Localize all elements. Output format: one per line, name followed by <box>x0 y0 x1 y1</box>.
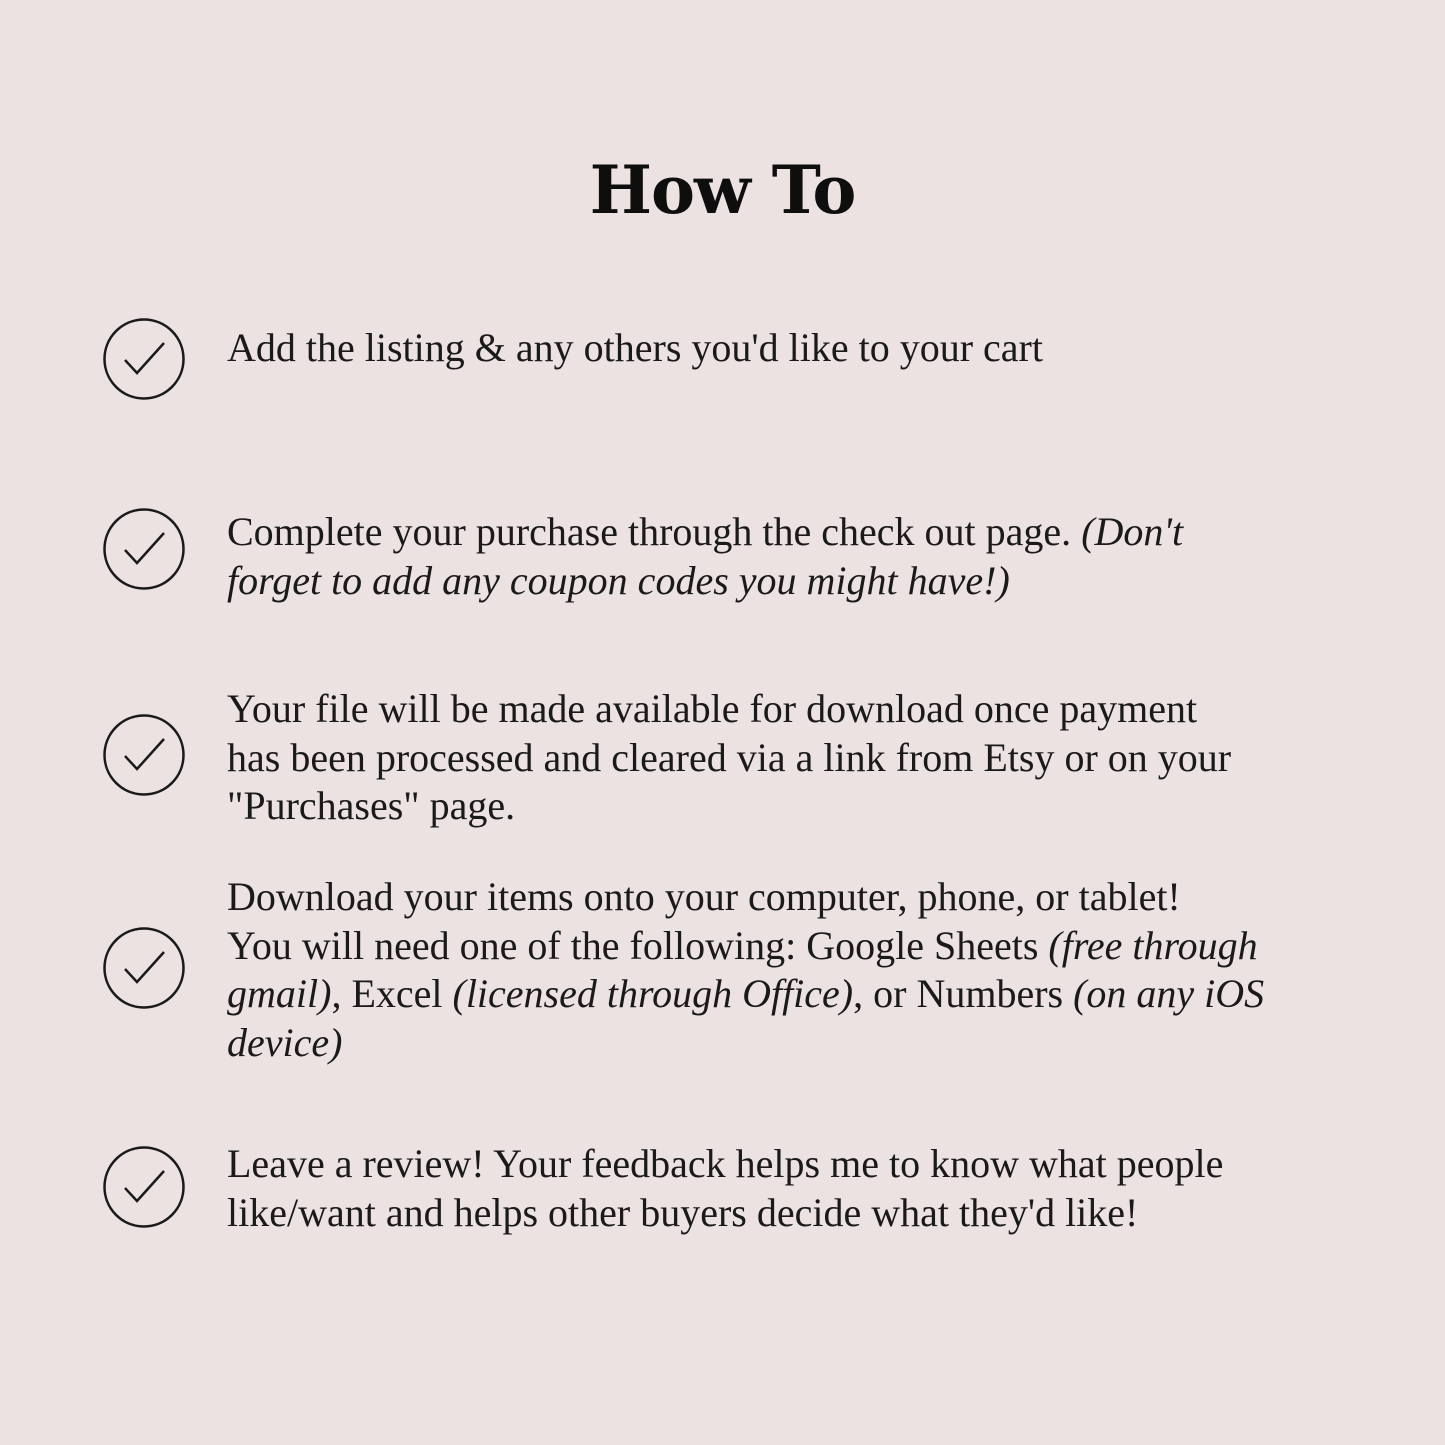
step-text-run: Download your items onto your computer, phone, or tablet! <box>227 874 1181 919</box>
step-text-line <box>227 324 1387 373</box>
step-text-run: "Purchases" page. <box>227 783 516 828</box>
check-circle-icon <box>103 714 185 796</box>
step-text-line <box>227 1189 1387 1238</box>
step-text-line <box>227 685 1387 734</box>
step-text-italic: (on any iOS <box>1073 971 1265 1016</box>
step-text <box>227 324 1387 373</box>
step-text-run: Add the listing & any others you'd like to your cart <box>227 325 1043 370</box>
check-circle-icon <box>103 508 185 590</box>
step-text-run: Leave a review! Your feedback helps me to know what people <box>227 1141 1224 1186</box>
step-text-run: Your file will be made available for download once payment <box>227 686 1198 731</box>
check-circle-icon <box>103 927 185 1009</box>
step-text-line <box>227 1140 1387 1189</box>
step-text-line <box>227 557 1387 606</box>
step-text-italic: forget to add any coupon codes you might have!) <box>227 557 1010 603</box>
step-text-line <box>227 782 1387 831</box>
page-title: How To <box>589 151 856 229</box>
step-text-italic: (free through <box>1048 922 1258 968</box>
step-text-line <box>227 922 1387 971</box>
check-circle-icon <box>103 318 185 400</box>
step-text-line <box>227 970 1387 1019</box>
step-text-run: , Excel <box>331 971 453 1016</box>
step-text-run: Complete your purchase through the check out page. <box>227 509 1082 554</box>
step-text-run: like/want and helps other buyers decide what they'd like! <box>227 1189 1139 1235</box>
step-text-run: , or Numbers <box>853 971 1074 1016</box>
step-text-run: You will need one of the following: Google Sheets <box>227 922 1049 968</box>
step-text-italic: device) <box>227 1019 343 1065</box>
step-text-run: has been processed and cleared via a link from Etsy or on your <box>227 734 1232 780</box>
check-circle-icon <box>103 1146 185 1228</box>
step-text-italic: (licensed through Office) <box>452 971 854 1016</box>
step-text <box>227 873 1387 1067</box>
step-text-line <box>227 508 1387 557</box>
step-text <box>227 685 1387 831</box>
step-text-line <box>227 873 1387 922</box>
step-text-italic: gmail) <box>227 971 332 1016</box>
step-text-line <box>227 1019 1387 1068</box>
step-text <box>227 1140 1387 1237</box>
step-text-line <box>227 734 1387 783</box>
step-text-italic: (Don't <box>1081 509 1184 554</box>
step-text <box>227 508 1387 605</box>
